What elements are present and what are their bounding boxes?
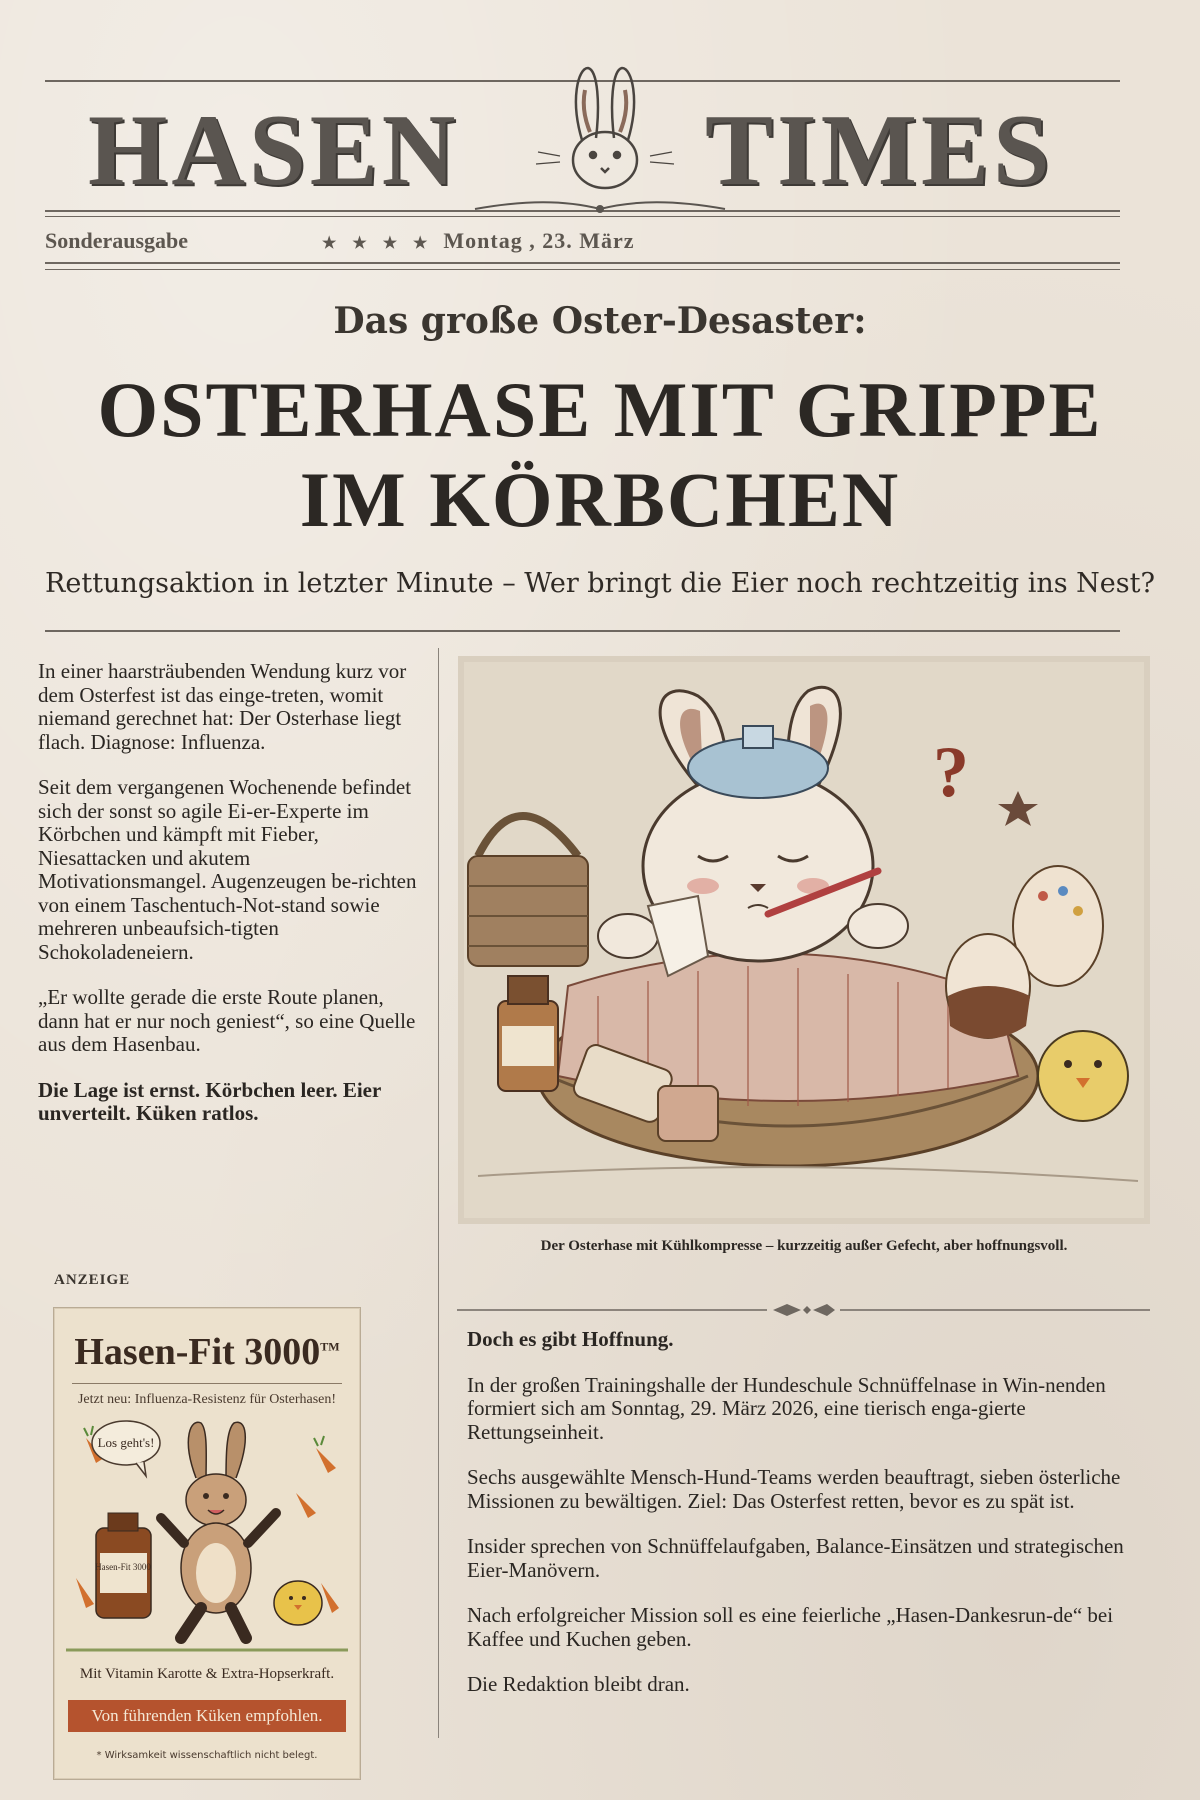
speech-bubble-text: Los geht's! xyxy=(97,1435,155,1450)
carrot-icon xyxy=(314,1436,336,1473)
headline-line-2: IM KÖRBCHEN xyxy=(299,456,901,543)
bunny-logo-icon xyxy=(530,60,680,200)
bottle-label: Hasen-Fit 3000 xyxy=(95,1562,151,1572)
edition-date xyxy=(322,228,635,254)
right-column-article xyxy=(467,1328,1147,1719)
article-paragraph: Insider sprechen von Schnüffelaufgaben, Balance-Einsätzen und strategischen Eier-Manövern. xyxy=(467,1534,1124,1582)
stars-icon: ★ ★ ★ ★ xyxy=(322,235,434,252)
sick-bunny-illustration xyxy=(458,656,1150,1224)
ad-illustration xyxy=(66,1418,348,1658)
section-rule xyxy=(45,630,1120,632)
medicine-bottle-icon xyxy=(498,976,558,1091)
article-paragraph: Sechs ausgewählte Mensch-Hund-Teams werden beauftragt, sieben österliche Missionen zu bewältigen. Ziel: Das Osterfest retten, bevor es zu spät ist. xyxy=(467,1465,1121,1513)
advertisement xyxy=(53,1307,361,1780)
article-paragraph: Nach erfolgreicher Mission soll es eine feierliche „Hasen-Dankesrun-de“ bei Kaffee und Kuchen geben. xyxy=(467,1603,1114,1651)
masthead-title-left: HASEN xyxy=(88,94,460,207)
chick-icon xyxy=(274,1581,322,1625)
headline-kicker: Das große Oster-Desaster: xyxy=(333,300,867,342)
ad-vitamins: Mit Vitamin Karotte & Extra-Hopserkraft. xyxy=(79,1666,335,1682)
article-paragraph: Die Redaktion bleibt dran. xyxy=(467,1672,690,1696)
carrot-icon xyxy=(296,1493,316,1518)
question-mark-icon: ? xyxy=(933,732,969,812)
carrot-icon xyxy=(76,1578,94,1608)
article-paragraph-bold: Die Lage ist ernst. Körbchen leer. Eier unverteilt. Küken ratlos. xyxy=(38,1077,381,1125)
main-headline xyxy=(0,365,1200,545)
article-paragraph: „Er wollte gerade die erste Route planen, dann hat er nur noch geniest“, so eine Quelle aus dem Hasenbau. xyxy=(38,985,416,1056)
headline-line-1: OSTERHASE MIT GRIPPE xyxy=(97,366,1103,453)
date-text: Montag , 23. März xyxy=(443,228,635,253)
masthead-title-right: TIMES xyxy=(705,94,1054,207)
article-paragraph: In der großen Trainingshalle der Hundeschule Schnüffelnase in Win-nenden formiert sich am Sonntag, 29. März 2026, eine tierisch enga-gierte Rettungseinheit. xyxy=(467,1372,1106,1444)
happy-bunny-icon xyxy=(161,1422,276,1638)
headline-deck: Rettungsaktion in letzter Minute – Wer bringt die Eier noch rechtzeitig ins Nest? xyxy=(45,568,1155,599)
image-caption: Der Osterhase mit Kühlkompresse – kurzzeitig außer Gefecht, aber hoffnungsvoll. xyxy=(540,1238,1068,1254)
edition-label: Sonderausgabe xyxy=(45,228,189,253)
carrot-icon xyxy=(321,1583,339,1613)
ad-banner: Von führenden Küken empfohlen. xyxy=(68,1700,346,1732)
section-ornament-icon xyxy=(457,1302,1150,1318)
ad-title xyxy=(54,1330,360,1374)
ad-rule xyxy=(72,1383,342,1384)
masthead-rule-lower-thin xyxy=(45,269,1120,270)
masthead-rule-lower xyxy=(45,262,1120,264)
ad-title-text: Hasen-Fit 3000 xyxy=(74,1331,321,1373)
article-paragraph: Seit dem vergangenen Wochenende befindet sich der sonst so agile Ei-er-Experte im Körbchen und kämpft mit Fieber, Niesattacken und akutem Motivationsmangel. Augenzeugen be-richten von einem Taschentuch-Not-stand sowie mehreren unbeaufsich-tigten Schokoladeneiern. xyxy=(38,775,417,964)
left-column-article xyxy=(38,660,418,1148)
article-lead: Doch es gibt Hoffnung. xyxy=(467,1327,674,1351)
ad-subtitle: Jetzt neu: Influenza-Resistenz für Osterhasen! xyxy=(77,1392,337,1407)
column-divider xyxy=(438,648,439,1738)
article-paragraph: In einer haarsträubenden Wendung kurz vor dem Osterfest ist das einge-treten, womit niemand gerechnet hat: Der Osterhase liegt flach. Diagnose: Influenza. xyxy=(38,659,407,754)
trademark-mark: TM xyxy=(320,1339,340,1354)
ad-label: ANZEIGE xyxy=(54,1272,131,1288)
chick-icon xyxy=(1038,1031,1128,1121)
ad-footnote: * Wirksamkeit wissenschaftlich nicht belegt. xyxy=(96,1750,318,1761)
masthead-ornament-icon xyxy=(465,198,735,220)
